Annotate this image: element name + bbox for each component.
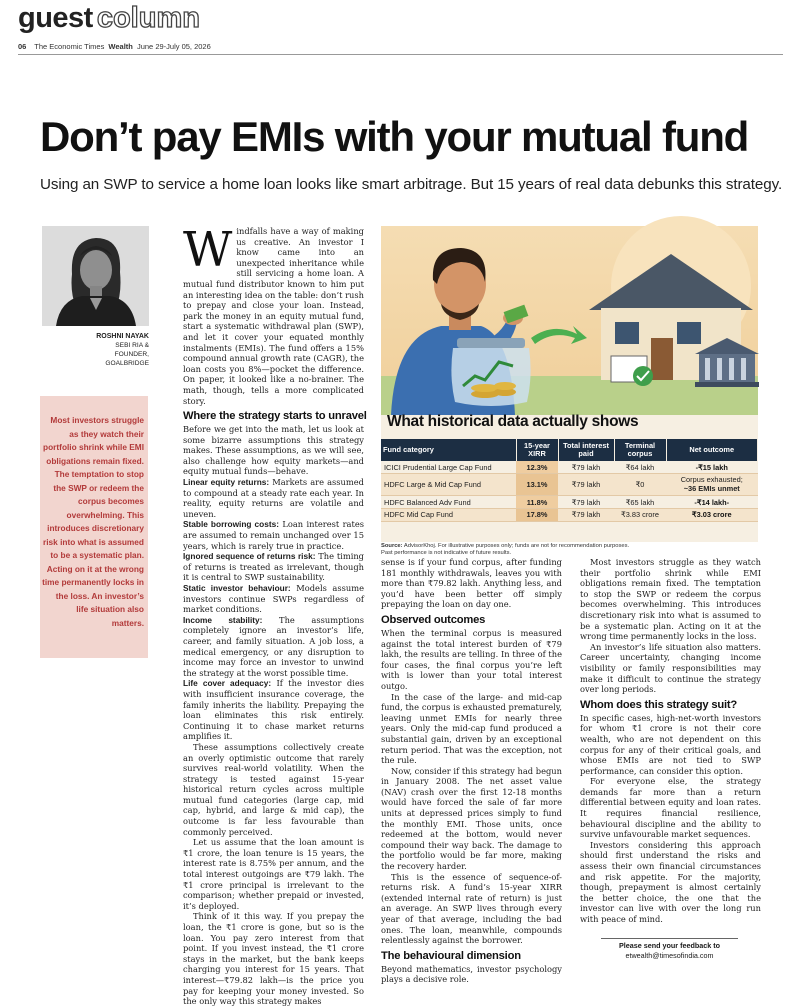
author-title-2: FOUNDER, bbox=[114, 351, 149, 358]
corpus-cell: ₹3.83 crore bbox=[614, 508, 666, 521]
fund-name: ICICI Prudential Large Cap Fund bbox=[381, 461, 516, 474]
net-outcome-line-1: Corpus exhausted; bbox=[680, 475, 743, 485]
corpus-cell: ₹65 lakh bbox=[614, 496, 666, 509]
assumption-text: Models assume investors continue SWPs regardless of market conditions. bbox=[183, 583, 364, 615]
column-header: Net outcome bbox=[666, 439, 758, 461]
table-row bbox=[381, 508, 758, 521]
paragraph: Investors considering this approach should first understand the risks and assess their own financial circumstances and risk appetite. For the majority, though, prepayment is almost certainly the better choice, the one that the investor can live with over the long run with peace of mind. bbox=[580, 839, 761, 924]
assumption-text: The timing of returns is treated as irrelevant, though it is central to SWP sustainability. bbox=[183, 551, 364, 583]
paragraph: When the terminal corpus is measured against the total interest burden of ₹79 lakh, the results are telling. In three of the four cases, the final corpus you’re left with is lower than your total interest outgo. bbox=[381, 627, 562, 691]
assumption-item bbox=[183, 551, 364, 583]
net-outcome-line-2: ~36 EMIs unmet bbox=[683, 483, 740, 493]
net-outcome-cell: -₹14 lakh- bbox=[666, 496, 758, 509]
paragraph: In specific cases, high-net-worth investors for whom ₹1 crore is not their core wealth, who are not dependent on this corpus for any of their critical goals, and whose EMIs are not tied to SWP performance, can consider this option. bbox=[580, 712, 761, 776]
section-masthead bbox=[18, 2, 200, 38]
author-title-1: SEBI RIA & bbox=[115, 342, 149, 349]
folio-line bbox=[18, 42, 211, 51]
assumption-label: Life cover adequacy: bbox=[183, 678, 272, 689]
author-name: ROSHNI NAYAK bbox=[96, 333, 149, 340]
headline: Don’t pay EMIs with your mutual fund bbox=[40, 113, 749, 160]
table-source-note bbox=[381, 543, 758, 557]
feedback-email[interactable]: etwealth@timesofindia.com bbox=[625, 950, 714, 960]
paragraph: Most investors struggle as they watch their portfolio shrink while EMI obligations remain fixed. The temptation to stop the SWP or redeem the corpus becomes overwhelming. This introduces discretionary risk into what is assumed to be a systematic plan. Acting on it at the wrong time permanently locks in the loss. bbox=[580, 557, 761, 642]
subhead-unravel: Where the strategy starts to unravel bbox=[183, 410, 367, 423]
column-header: Terminal corpus bbox=[614, 439, 666, 461]
net-outcome-cell: -₹15 lakh bbox=[666, 461, 758, 474]
source-text: AdvisorKhoj. For illustrative purposes only; funds are not for recommendation purposes. bbox=[402, 543, 630, 549]
column-header: Fund category bbox=[381, 439, 516, 461]
assumption-label: Ignored sequence of returns risk: bbox=[183, 551, 316, 562]
article-column-1 bbox=[183, 222, 367, 1007]
table-header-row bbox=[381, 439, 758, 461]
table-row bbox=[381, 496, 758, 509]
fund-name: HDFC Large & Mid Cap Fund bbox=[381, 474, 516, 496]
assumption-label: Static investor behaviour: bbox=[183, 583, 291, 593]
xirr-cell: 17.8% bbox=[516, 508, 558, 521]
assumption-text: Markets are assumed to compound at a steady rate each year. In reality, equity returns are volatile and uneven. bbox=[183, 477, 364, 519]
assumption-item bbox=[183, 519, 364, 551]
paragraph: sense is if your fund corpus, after funding 181 monthly withdrawals, leaves you with more than ₹79.82 lakh. Anything less, and you’d have been better off simply prepaying the loan on day one. bbox=[381, 557, 562, 610]
drop-cap: W bbox=[183, 222, 233, 278]
fund-name: HDFC Balanced Adv Fund bbox=[381, 496, 516, 509]
intro-paragraph: indfalls have a way of making us creative. An investor I know came into an unexpected inheritance while still servicing a home loan. A mutual fund distributor known to him put an interesting idea on the table: don’t rush to prepay and close your loan. Instead, park the money in an equity mutual fund, start a systematic withdrawal plan (SWP), and let it cover your equated monthly instalments (EMIs). The fund offers a 15% compound annual growth rate (CAGR), the loan costs you 8%—pocket the difference. On paper, it looked like a no-brainer. The math, though, tells a more complicated story. bbox=[183, 226, 365, 406]
subhead-outcomes: Observed outcomes bbox=[381, 613, 486, 626]
assumption-text: Loan interest rates are assumed to remain unchanged over 15 years, which is rarely true in practice. bbox=[183, 519, 364, 551]
interest-cell: ₹79 lakh bbox=[558, 508, 614, 521]
corpus-cell: ₹64 lakh bbox=[614, 461, 666, 474]
section-word-column: column bbox=[96, 2, 200, 34]
standfirst: Using an SWP to service a home loan looks like smart arbitrage. But 15 years of real data debunks this strategy. bbox=[40, 176, 783, 193]
table-row bbox=[381, 461, 758, 474]
author-credit bbox=[42, 332, 149, 368]
article-column-3 bbox=[580, 557, 761, 925]
xirr-cell: 13.1% bbox=[516, 474, 558, 496]
paragraph: This is the essence of sequence-of-returns risk. A fund’s 15-year XIRR (extended internal rate of return) is just an average. An SWP lives through every year of that average, including the bad ones. The loan, meanwhile, compounds relentlessly against the borrower. bbox=[381, 871, 562, 946]
subhead-behavioural: The behavioural dimension bbox=[381, 949, 521, 962]
paragraph: Think of it this way. If you prepay the loan, the ₹1 crore is gone, but so is the loan. You pay zero interest from that point. If you invest instead, the ₹1 crore stays in the market, but the bank keeps charging you interest for 15 years. That interest—₹79.82 lakh—is the price you pay for keeping your money invested. So the only way this strategy makes bbox=[183, 911, 364, 1007]
xirr-cell: 11.8% bbox=[516, 496, 558, 509]
interest-cell: ₹79 lakh bbox=[558, 461, 614, 474]
publication-name: The Economic Times bbox=[34, 42, 105, 51]
edition-name: Wealth bbox=[108, 42, 133, 51]
fund-name: HDFC Mid Cap Fund bbox=[381, 508, 516, 521]
corpus-cell: ₹0 bbox=[614, 474, 666, 496]
assumption-label: Linear equity returns: bbox=[183, 477, 270, 488]
table-row bbox=[381, 474, 758, 496]
column-header: 15-year XIRR bbox=[516, 439, 558, 461]
interest-cell: ₹79 lakh bbox=[558, 474, 614, 496]
net-outcome-cell bbox=[666, 474, 758, 496]
paragraph: In the case of the large- and mid-cap fund, the corpus is exhausted prematurely, leaving unmet EMIs for nearly three years. Only the mid-cap fund produced a substantial gain, driven by an exceptional return period. That was the exception, not the rule. bbox=[381, 691, 562, 766]
article-column-2 bbox=[381, 557, 562, 985]
table-title: What historical data actually shows bbox=[387, 413, 639, 430]
illustration bbox=[381, 226, 758, 415]
assumption-text: If the investor dies with insufficient insurance coverage, the family inherits the liability. Prepaying the loan eliminates this risk entirely. Continuing it to chase market returns amplifies it. bbox=[183, 678, 364, 742]
assumption-item bbox=[183, 678, 364, 742]
interest-cell: ₹79 lakh bbox=[558, 496, 614, 509]
assumption-item bbox=[183, 583, 364, 615]
feedback-prompt: Please send your feedback to bbox=[618, 941, 721, 950]
assumption-label: Income stability: bbox=[183, 614, 263, 625]
section-word-guest: guest bbox=[18, 2, 93, 34]
assumption-label: Stable borrowing costs: bbox=[183, 519, 279, 530]
disclaimer: Past performance is not indicative of future results. bbox=[381, 550, 512, 556]
paragraph: Before we get into the math, let us look at some bizarre assumptions this strategy makes. These assumptions, as we will see, also challenge how equity markets—and equity mutual funds—behave. bbox=[183, 424, 364, 477]
assumption-item bbox=[183, 477, 364, 519]
paragraph: These assumptions collectively create an overly optimistic outcome that rarely survives real-world volatility. When the strategy is tested against 15-year historical return cycles across multiple mutual fund categories (large cap, mid cap, hybrid, and large & mid cap), the outcome is far less favourable than commonly perceived. bbox=[183, 741, 364, 837]
source-label: Source: bbox=[381, 543, 403, 549]
paragraph: Beyond mathematics, investor psychology plays a decisive role. bbox=[381, 963, 562, 985]
author-photo bbox=[42, 226, 149, 326]
outcomes-table bbox=[381, 439, 758, 522]
page-number: 06 bbox=[18, 42, 27, 51]
pull-quote: Most investors struggle as they watch their portfolio shrink while EMI obligations remain fixed. The temptation to stop the SWP or redeem the corpus becomes overwhelming. This introduces discretionary risk into what is assumed to be a systematic plan. Acting on it at the wrong time permanently locks in the loss. An investor’s life situation also matters. bbox=[40, 396, 148, 658]
paragraph: Now, consider if this strategy had begun in January 2008. The net asset value (NAV) crash over the first 12-18 months would have forced the sale of far more units at depressed prices simply to fund the monthly EMI. Those units, once redeemed at the bottom, would never compound their way back. The damage to the portfolio would be far more, making the recovery harder. bbox=[381, 765, 562, 872]
subhead-who-suits: Whom does this strategy suit? bbox=[580, 698, 738, 711]
paragraph: For everyone else, the strategy demands far more than a return differential between equity and loan rates. It requires financial resilience, behavioural discipline and the ability to survive unfavourable market sequences. bbox=[580, 776, 761, 840]
paragraph: Let us assume that the loan amount is ₹1 crore, the loan tenure is 15 years, the interest rate is 8.75% per annum, and the total interest outgoings are ₹79 lakh. The ₹1 crore principal is irrelevant to the comparison; whether prepaid or invested, it’s deployed. bbox=[183, 837, 364, 911]
assumption-item bbox=[183, 615, 364, 679]
issue-dates: June 29-July 05, 2026 bbox=[136, 42, 211, 51]
assumption-text: The assumptions completely ignore an investor’s life, career, and family situation. A job loss, a medical emergency, or any disruption to income may force an investor to unwind the strategy at the worst possible time. bbox=[183, 614, 364, 678]
net-outcome-cell: ₹3.03 crore bbox=[666, 508, 758, 521]
header-rule bbox=[18, 54, 783, 55]
author-title-3: GOALBRIDGE bbox=[105, 360, 149, 367]
paragraph: An investor’s life situation also matters. Career uncertainty, changing income visibility or family responsibilities may make it difficult to continue the strategy over long periods. bbox=[580, 641, 761, 695]
column-header: Total interest paid bbox=[558, 439, 614, 461]
feedback-box bbox=[601, 938, 738, 960]
data-table-panel bbox=[381, 415, 758, 542]
xirr-cell: 12.3% bbox=[516, 461, 558, 474]
